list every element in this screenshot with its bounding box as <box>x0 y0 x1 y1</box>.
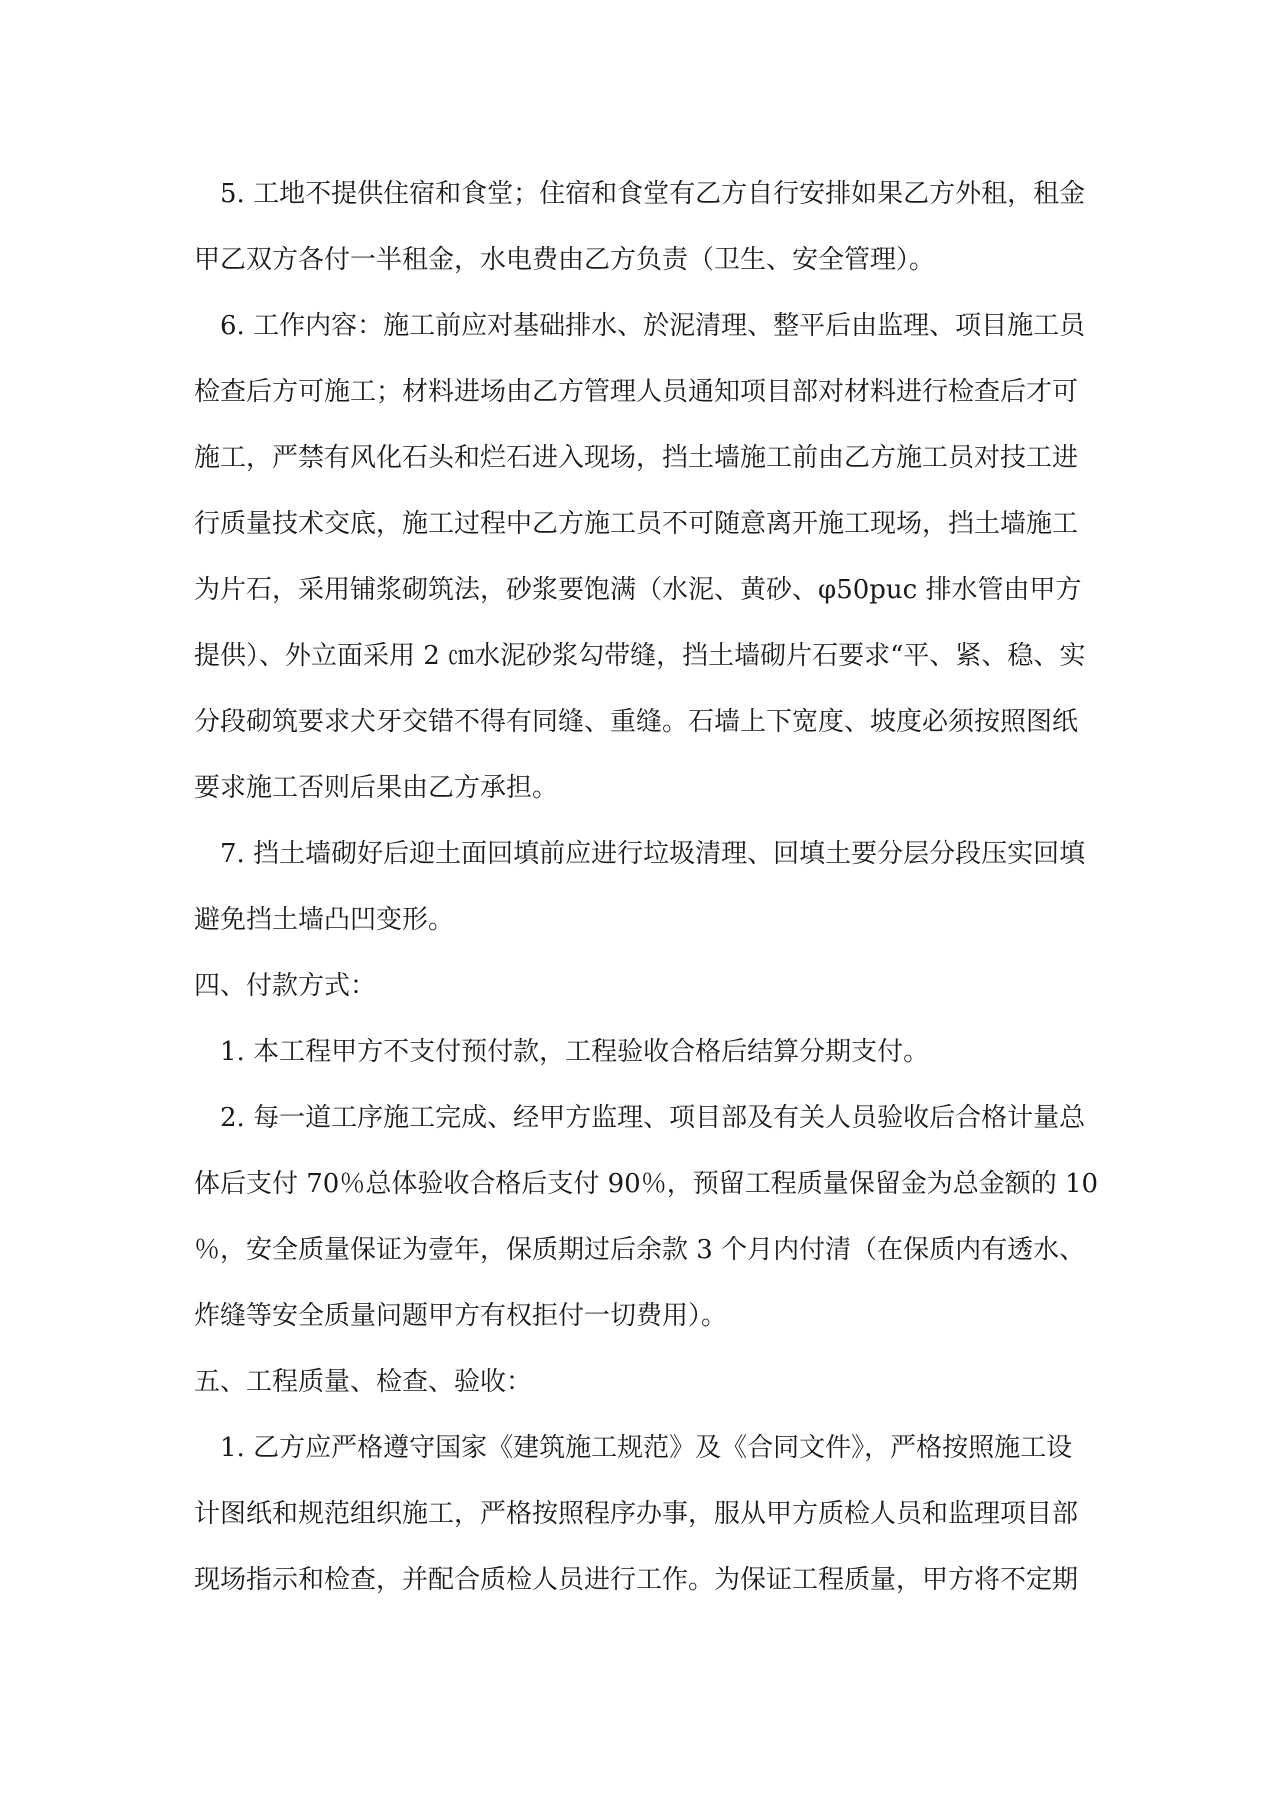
text-line: 施工，严禁有风化石头和烂石进入现场，挡土墙施工前由乙方施工员对技工进 <box>194 443 1079 473</box>
text-line: 现场指示和检查，并配合质检人员进行工作。为保证工程质量，甲方将不定期 <box>194 1565 1079 1595</box>
section-heading: 四、付款方式： <box>194 971 377 1001</box>
text-line: 为片石，采用铺浆砌筑法，砂浆要饱满（水泥、黄砂、φ50puc 排水管由甲方 <box>194 575 1082 605</box>
text-line: 检查后方可施工；材料进场由乙方管理人员通知项目部对材料进行检查后才可 <box>194 377 1079 407</box>
text-line: 炸缝等安全质量问题甲方有权拒付一切费用）。 <box>194 1301 728 1331</box>
text-line: 计图纸和规范组织施工，严格按照程序办事，服从甲方质检人员和监理项目部 <box>194 1499 1079 1529</box>
text-line: 体后支付 70％总体验收合格后支付 90％，预留工程质量保留金为总金额的 10 <box>194 1169 1099 1199</box>
text-line: 7. 挡土墙砌好后迎土面回填前应进行垃圾清理、回填土要分层分段压实回填 <box>220 839 1086 869</box>
text-line: 甲乙双方各付一半租金，水电费由乙方负责（卫生、安全管理）。 <box>194 245 936 275</box>
text-line: 要求施工否则后果由乙方承担。 <box>194 773 559 803</box>
text-line: 6. 工作内容：施工前应对基础排水、於泥清理、整平后由监理、项目施工员 <box>220 311 1086 341</box>
text-line: 2. 每一道工序施工完成、经甲方监理、项目部及有关人员验收后合格计量总 <box>220 1103 1086 1133</box>
text-line: 1. 本工程甲方不支付预付款，工程验收合格后结算分期支付。 <box>220 1037 930 1067</box>
text-line: 避免挡土墙凸凹变形。 <box>194 905 455 935</box>
text-line: 5. 工地不提供住宿和食堂；住宿和食堂有乙方自行安排如果乙方外租，租金 <box>220 179 1086 209</box>
text-line: 行质量技术交底，施工过程中乙方施工员不可随意离开施工现场，挡土墙施工 <box>194 509 1079 539</box>
text-line: ％，安全质量保证为壹年，保质期过后余款 3 个月内付清（在保质内有透水、 <box>194 1235 1086 1265</box>
text-line: 提供）、外立面采用 2 ㎝水泥砂浆勾带缝，挡土墙砌片石要求“平、紧、稳、实 <box>194 641 1086 671</box>
section-heading: 五、工程质量、检查、验收： <box>194 1367 533 1397</box>
text-line: 1. 乙方应严格遵守国家《建筑施工规范》及《合同文件》，严格按照施工设 <box>220 1433 1073 1463</box>
text-line: 分段砌筑要求犬牙交错不得有同缝、重缝。石墙上下宽度、坡度必须按照图纸 <box>194 707 1079 737</box>
